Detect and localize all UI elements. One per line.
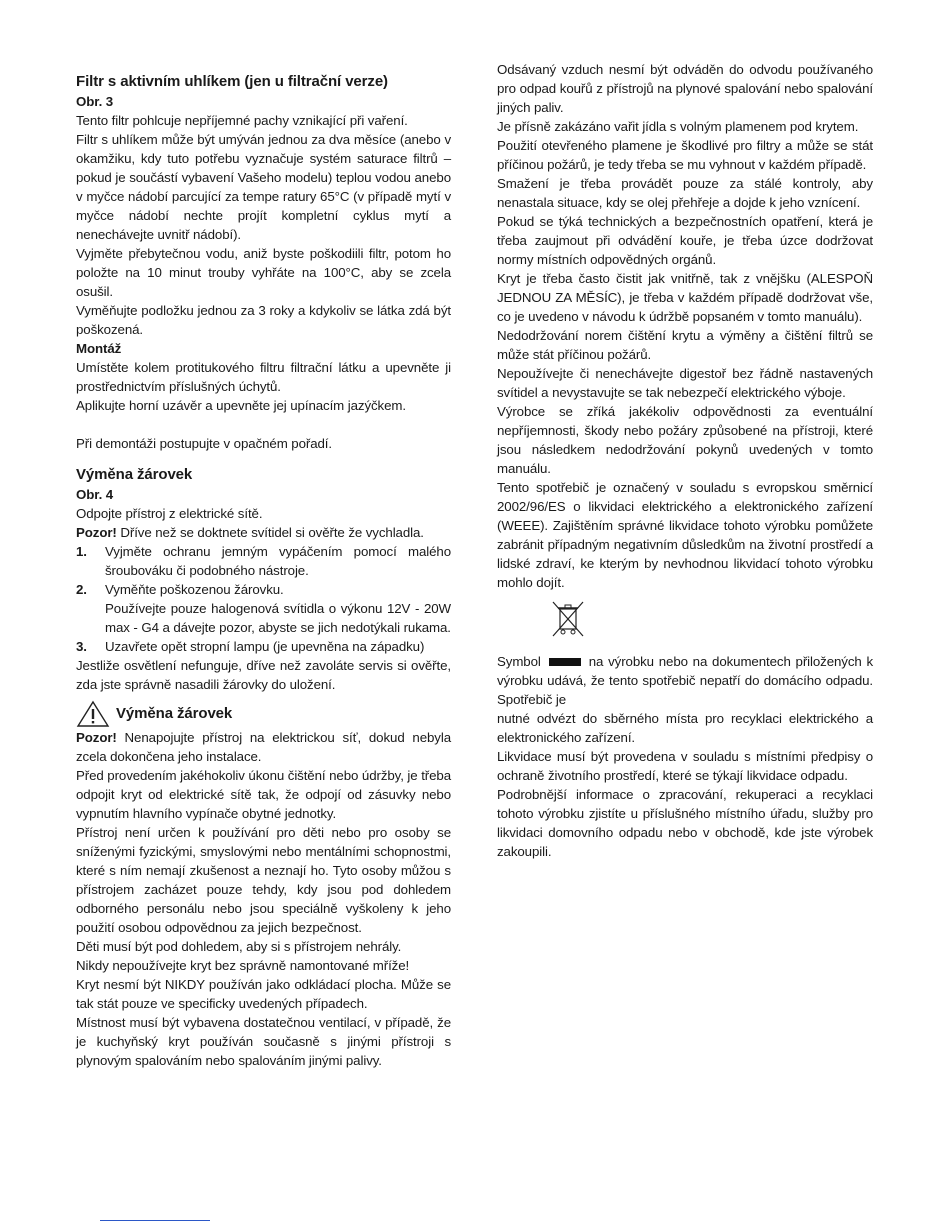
list-text: Uzavřete opět stropní lampu (je upevněna na západku) bbox=[105, 639, 425, 654]
paragraph: nutné odvézt do sběrného místa pro recyklaci elektrického a elektronického zařízení. bbox=[497, 711, 873, 745]
list-item bbox=[76, 637, 451, 656]
paragraph: Pokud se týká technických a bezpečnostních opatření, která je třeba zaujmout při odvádění kouře, je třeba úzce dodržovat normy místních odpovědných orgánů. bbox=[497, 214, 873, 267]
paragraph: Tento spotřebič je označený v souladu s evropskou směrnicí 2002/96/ES o likvidaci elektrického a elektronického zařízení (WEEE). Zajištěním správné likvidace tohoto výrobku pomůžete zabránit případným negativním důsledkům na životní prostředí a lidské zdraví, ke kterým by nevhodnou likvidací tohoto výrobku mohlo dojít. bbox=[497, 480, 873, 590]
subheading-assembly: Montáž bbox=[76, 341, 122, 356]
paragraph: Likvidace musí být provedena v souladu s místními předpisy o ochraně životního prostředí, které se týkají likvidace odpadu. bbox=[497, 749, 873, 783]
list-number: 3. bbox=[76, 639, 87, 654]
warning-paragraph bbox=[76, 728, 451, 766]
warning-paragraph bbox=[76, 523, 451, 542]
paragraph: Aplikujte horní uzávěr a upevněte jej upínacím jazýčkem. bbox=[76, 398, 406, 413]
warning-heading bbox=[76, 700, 451, 728]
paragraph bbox=[497, 652, 873, 709]
paragraph: Místnost musí být vybavena dostatečnou ventilací, v případě, že je kuchyňský kryt používán současně s jinými přístroji s plynovým spalováním nebo spalováním jinými palivy. bbox=[76, 1015, 451, 1068]
paragraph: Použití otevřeného plamene je škodlivé pro filtry a může se stát příčinou požárů, je tedy třeba se mu vyhnout v každém případě. bbox=[497, 138, 873, 172]
section-heading-bulb-replacement-safety: Výměna žárovek bbox=[116, 705, 233, 722]
paragraph: Při demontáži postupujte v opačném pořadí. bbox=[76, 436, 332, 451]
warning-triangle-icon bbox=[76, 700, 110, 728]
symbol-label: Symbol bbox=[497, 654, 541, 669]
paragraph: Kryt nesmí být NIKDY používán jako odkládací plocha. Může se tak stát pouze ve specificky uvedených případech. bbox=[76, 977, 451, 1011]
paragraph: Nikdy nepoužívejte kryt bez správně namontované mříže! bbox=[76, 958, 410, 973]
paragraph: Před provedením jakéhokoliv úkonu čištění nebo údržby, je třeba odpojit kryt od elektrické sítě tak, že odpojí od zásuvky nebo vypnutím hlavního vypínače obytné jednotky. bbox=[76, 768, 451, 821]
paragraph: Podrobnější informace o zpracování, rekuperaci a recyklaci tohoto výrobku zjistíte u příslušného místního úřadu, služby pro likvidaci domovního odpadu nebo v obchodě, kde jste výrobek zakoupili. bbox=[497, 787, 873, 859]
figure-ref: Obr. 4 bbox=[76, 487, 114, 502]
paragraph: Kryt je třeba často čistit jak vnitřně, tak z vnějšku (ALESPOŇ JEDNOU ZA MĚSÍC), je třeba v každém případě dodržovat vše, co je uvedeno v návodu k údržbě popsaném v tomto manuálu). bbox=[497, 271, 873, 324]
paragraph: Vyjměte přebytečnou vodu, aniž byste poškodiili filtr, potom ho položte na 10 minut trouby vyhřáte na 100°C, aby se zcela osušil. bbox=[76, 246, 451, 299]
paragraph: Je přísně zakázáno vařit jídla s volným plamenem pod krytem. bbox=[497, 119, 859, 134]
paragraph: Odpojte přístroj z elektrické sítě. bbox=[76, 506, 263, 521]
paragraph: Odsávaný vzduch nesmí být odváděn do odvodu používaného pro odpad kouřů z přístrojů na plynové spalování nebo spalování jiných paliv. bbox=[497, 62, 873, 115]
crossed-out-bin-icon bbox=[547, 598, 589, 640]
section-heading-carbon-filter: Filtr s aktivním uhlíkem (jen u filtrační verze) bbox=[76, 73, 388, 90]
paragraph: Nedodržování norem čištění krytu a výměny a čištění filtrů se může stát příčinou požárů. bbox=[497, 328, 873, 362]
left-column bbox=[76, 72, 451, 1070]
symbol-text: na výrobku nebo na dokumentech přiložených k výrobku udává, že tento spotřebič nepatří do domácího odpadu. Spotřebič je bbox=[497, 654, 873, 707]
list-number: 1. bbox=[76, 544, 87, 559]
paragraph: Nepoužívejte či nenechávejte digestoř bez řádně nastavených svítidel a nevystavujte se tak nebezpečí elektrického výboje. bbox=[497, 366, 873, 400]
paragraph: Smažení je třeba provádět pouze za stálé kontroly, aby nenastala situace, kdy se olej přehřeje a dojde k jeho vznícení. bbox=[497, 176, 873, 210]
paragraph: Vyměňujte podložku jednou za 3 roky a kdykoliv se látka zdá být poškozená. bbox=[76, 303, 451, 337]
paragraph: Přístroj není určen k používání pro děti nebo pro osoby se sníženými fyzickými, smyslovými nebo mentálními schopnostmi, které s ním nemají zkušenost a neznají ho. Tyto osoby můžou s přístrojem zacházet pouze tehdy, kdy jsou pod dohledem odborného personálu nebo jsou speciálně vyškoleny k jeho použití osobou odpovědnou za jejich bezpečnost. bbox=[76, 825, 451, 935]
section-heading-bulb-replacement: Výměna žárovek bbox=[76, 466, 193, 483]
paragraph: Filtr s uhlíkem může být umýván jednou za dva měsíce (anebo v okamžiku, kdy tuto potřebu vyznačuje systém saturace filtrů – pokud je součástí vybavení Vašeho modelu) teplou vodou anebo v myčce nádobí parcující za tempe ratury 65°C (v případě mytí v myčce nádobí nechte projít kompletní cyklus mytí a nenechávejte uvnitř nádobí). bbox=[76, 132, 451, 242]
paragraph: Děti musí být pod dohledem, aby si s přístrojem nehrály. bbox=[76, 939, 402, 954]
weee-bin-icon-wrap bbox=[547, 598, 873, 640]
list-number: 2. bbox=[76, 582, 87, 597]
warning-label: Pozor! bbox=[76, 525, 117, 540]
warning-text: Nenapojujte přístroj na elektrickou síť, dokud nebyla zcela dokončena jeho instalace. bbox=[76, 730, 451, 764]
list-text: Vyjměte ochranu jemným vypáčením pomocí malého šroubováku či podobného nástroje. bbox=[105, 544, 451, 578]
figure-ref: Obr. 3 bbox=[76, 94, 114, 109]
black-bar-symbol bbox=[549, 658, 581, 666]
list-item bbox=[76, 580, 451, 637]
warning-text: Dříve než se doktnete svítidel si ověřte že vychladla. bbox=[116, 525, 424, 540]
paragraph: Jestliže osvětlení nefunguje, dříve než zavoláte servis si ověřte, zda jste správně nasadili žárovky do uložení. bbox=[76, 658, 451, 692]
right-column bbox=[497, 60, 873, 861]
warning-label: Pozor! bbox=[76, 730, 117, 745]
list-text: Vyměňte poškozenou žárovku. bbox=[105, 582, 284, 597]
paragraph: Umístěte kolem protitukového filtru filtrační látku a upevněte ji prostřednictvím příslušných úchytů. bbox=[76, 360, 451, 394]
list-item bbox=[76, 542, 451, 580]
list-text-extra: Používejte pouze halogenová svítidla o výkonu 12V - 20W max - G4 a dávejte pozor, abyste se jich nedotýkali rukama. bbox=[105, 601, 451, 635]
paragraph: Tento filtr pohlcuje nepříjemné pachy vznikající při vaření. bbox=[76, 113, 408, 128]
footer-rule bbox=[100, 1220, 210, 1221]
paragraph: Výrobce se zříká jakékoliv odpovědnosti za eventuální nepříjemnosti, škody nebo požáry způsobené na přístroji, které jsou následkem nedodržování pokynů uvedených v tomto manuálu. bbox=[497, 404, 873, 476]
